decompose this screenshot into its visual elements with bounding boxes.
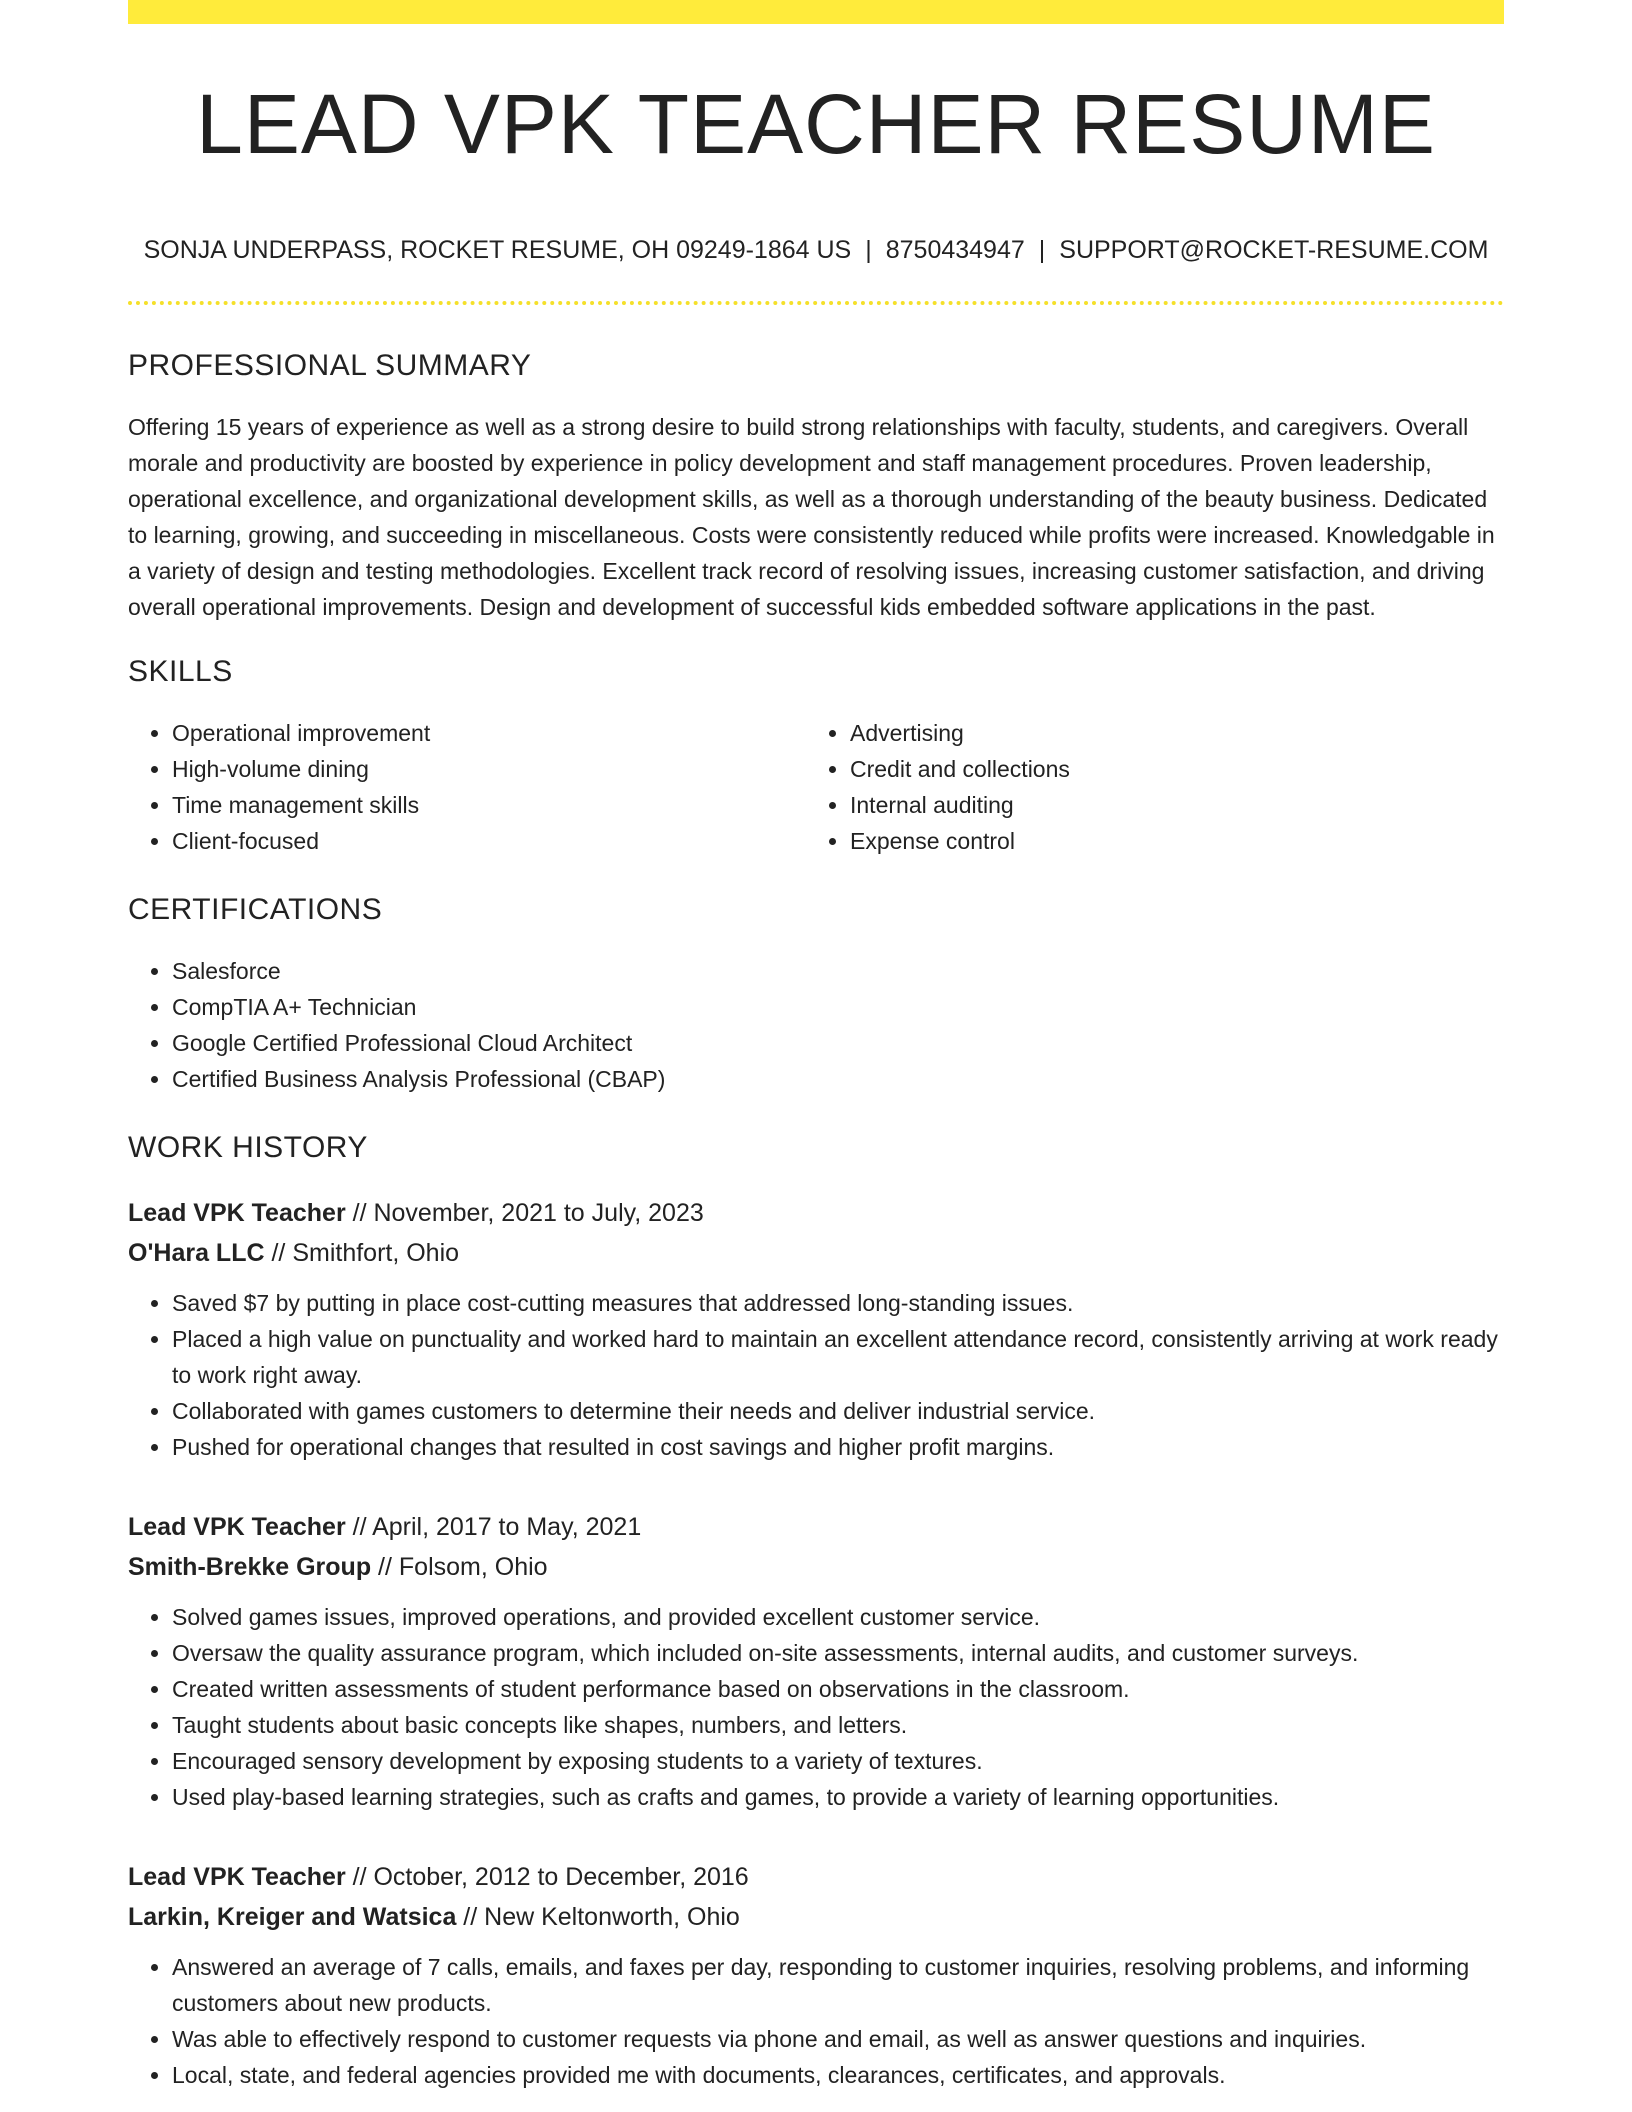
resume-page [128,0,1504,2093]
job-company-line [128,1897,1504,1937]
job-title: Lead VPK Teacher [128,1199,346,1227]
contact-separator: | [1038,236,1046,264]
job-location: // New Keltonworth, Ohio [456,1903,740,1931]
top-accent-bar [128,0,1504,24]
section-heading-skills: SKILLS [128,655,233,688]
section-heading-certifications: CERTIFICATIONS [128,893,383,926]
job-title: Lead VPK Teacher [128,1513,346,1541]
job-bullets [128,1599,1504,1815]
job-title-line [128,1193,1504,1233]
job-company: Larkin, Kreiger and Watsica [128,1903,457,1931]
skills-column-left [128,715,806,859]
job-bullet: • Encouraged sensory development by exposing students to a variety of textures. [172,1743,1504,1779]
contact-separator: | [865,236,872,264]
section-heading-summary: PROFESSIONAL SUMMARY [128,349,532,382]
job-bullet: • Created written assessments of student performance based on observations in the classroom. [172,1671,1504,1707]
contact-phone: 8750434947 [885,236,1025,264]
certification-item: • Salesforce [172,953,1504,989]
job-title: Lead VPK Teacher [128,1863,346,1891]
job-title-line [128,1857,1504,1897]
job-bullets [128,1285,1504,1465]
job-title-line [128,1507,1504,1547]
contact-line [128,236,1504,265]
skill-item: • Client-focused [172,823,806,859]
job-dates: // November, 2021 to July, 2023 [345,1199,704,1227]
certification-list [128,953,1504,1097]
job-company-line [128,1547,1504,1587]
job-bullet: • Oversaw the quality assurance program, which included on-site assessments, internal audits, and customer surveys. [172,1635,1504,1671]
job-company: O'Hara LLC [128,1239,265,1267]
resume-title: LEAD VPK TEACHER RESUME [196,77,1436,171]
skill-item: • High-volume dining [172,751,806,787]
job-location: // Folsom, Ohio [371,1553,548,1581]
skill-item: • Operational improvement [172,715,806,751]
skill-item: • Expense control [850,823,1484,859]
job-bullets [128,1949,1504,2093]
skill-item: • Advertising [850,715,1484,751]
summary-text: Offering 15 years of experience as well as a strong desire to build strong relationships with faculty, students, and caregivers. Overall morale and productivity are boosted by experience in policy development and staff management procedures. Proven leadership, operational excellence, and organizational development skills, as well as a thorough understanding of the beauty business. Dedicated to learning, growing, and succeeding in miscellaneous. Costs were consistently reduced while profits were increased. Knowledgable in a variety of design and testing methodologies. Excellent track record of resolving issues, increasing customer satisfaction, and driving overall operational improvements. Design and development of successful kids embedded software applications in the past. [128,414,1495,620]
certification-item: • Google Certified Professional Cloud Architect [172,1025,1504,1061]
section-heading-work-history: WORK HISTORY [128,1131,368,1164]
skill-item: • Credit and collections [850,751,1484,787]
job-bullet: • Placed a high value on punctuality and worked hard to maintain an excellent attendance record, consistently arriving at work ready to work right away. [172,1321,1504,1393]
job-bullet: • Was able to effectively respond to customer requests via phone and email, as well as answer questions and inquiries. [172,2021,1504,2057]
job-company: Smith-Brekke Group [128,1553,372,1581]
contact-address: SONJA UNDERPASS, ROCKET RESUME, OH 09249-1864 US [143,236,852,264]
job-bullet: • Pushed for operational changes that resulted in cost savings and higher profit margins. [172,1429,1504,1465]
skill-item: • Time management skills [172,787,806,823]
job-entry [128,1193,1504,1465]
skill-item: • Internal auditing [850,787,1484,823]
job-bullet: • Solved games issues, improved operations, and provided excellent customer service. [172,1599,1504,1635]
contact-email[interactable]: SUPPORT@ROCKET-RESUME.COM [1059,236,1489,264]
header-divider [128,301,1504,305]
job-entry [128,1857,1504,2093]
job-bullet: • Local, state, and federal agencies provided me with documents, clearances, certificates, and approvals. [172,2057,1504,2093]
job-bullet: • Answered an average of 7 calls, emails, and faxes per day, responding to customer inquiries, resolving problems, and informing customers about new products. [172,1949,1504,2021]
job-bullet: • Saved $7 by putting in place cost-cutting measures that addressed long-standing issues. [172,1285,1504,1321]
job-dates: // October, 2012 to December, 2016 [345,1863,749,1891]
certification-item: • CompTIA A+ Technician [172,989,1504,1025]
job-dates: // April, 2017 to May, 2021 [345,1513,642,1541]
certification-item: • Certified Business Analysis Professional (CBAP) [172,1061,1504,1097]
job-bullet: • Collaborated with games customers to determine their needs and deliver industrial service. [172,1393,1504,1429]
job-entry [128,1507,1504,1815]
skills-column-right [806,715,1484,859]
job-bullet: • Used play-based learning strategies, such as crafts and games, to provide a variety of learning opportunities. [172,1779,1504,1815]
job-location: // Smithfort, Ohio [264,1239,460,1267]
skills-grid [128,715,1504,859]
job-company-line [128,1233,1504,1273]
job-bullet: • Taught students about basic concepts like shapes, numbers, and letters. [172,1707,1504,1743]
